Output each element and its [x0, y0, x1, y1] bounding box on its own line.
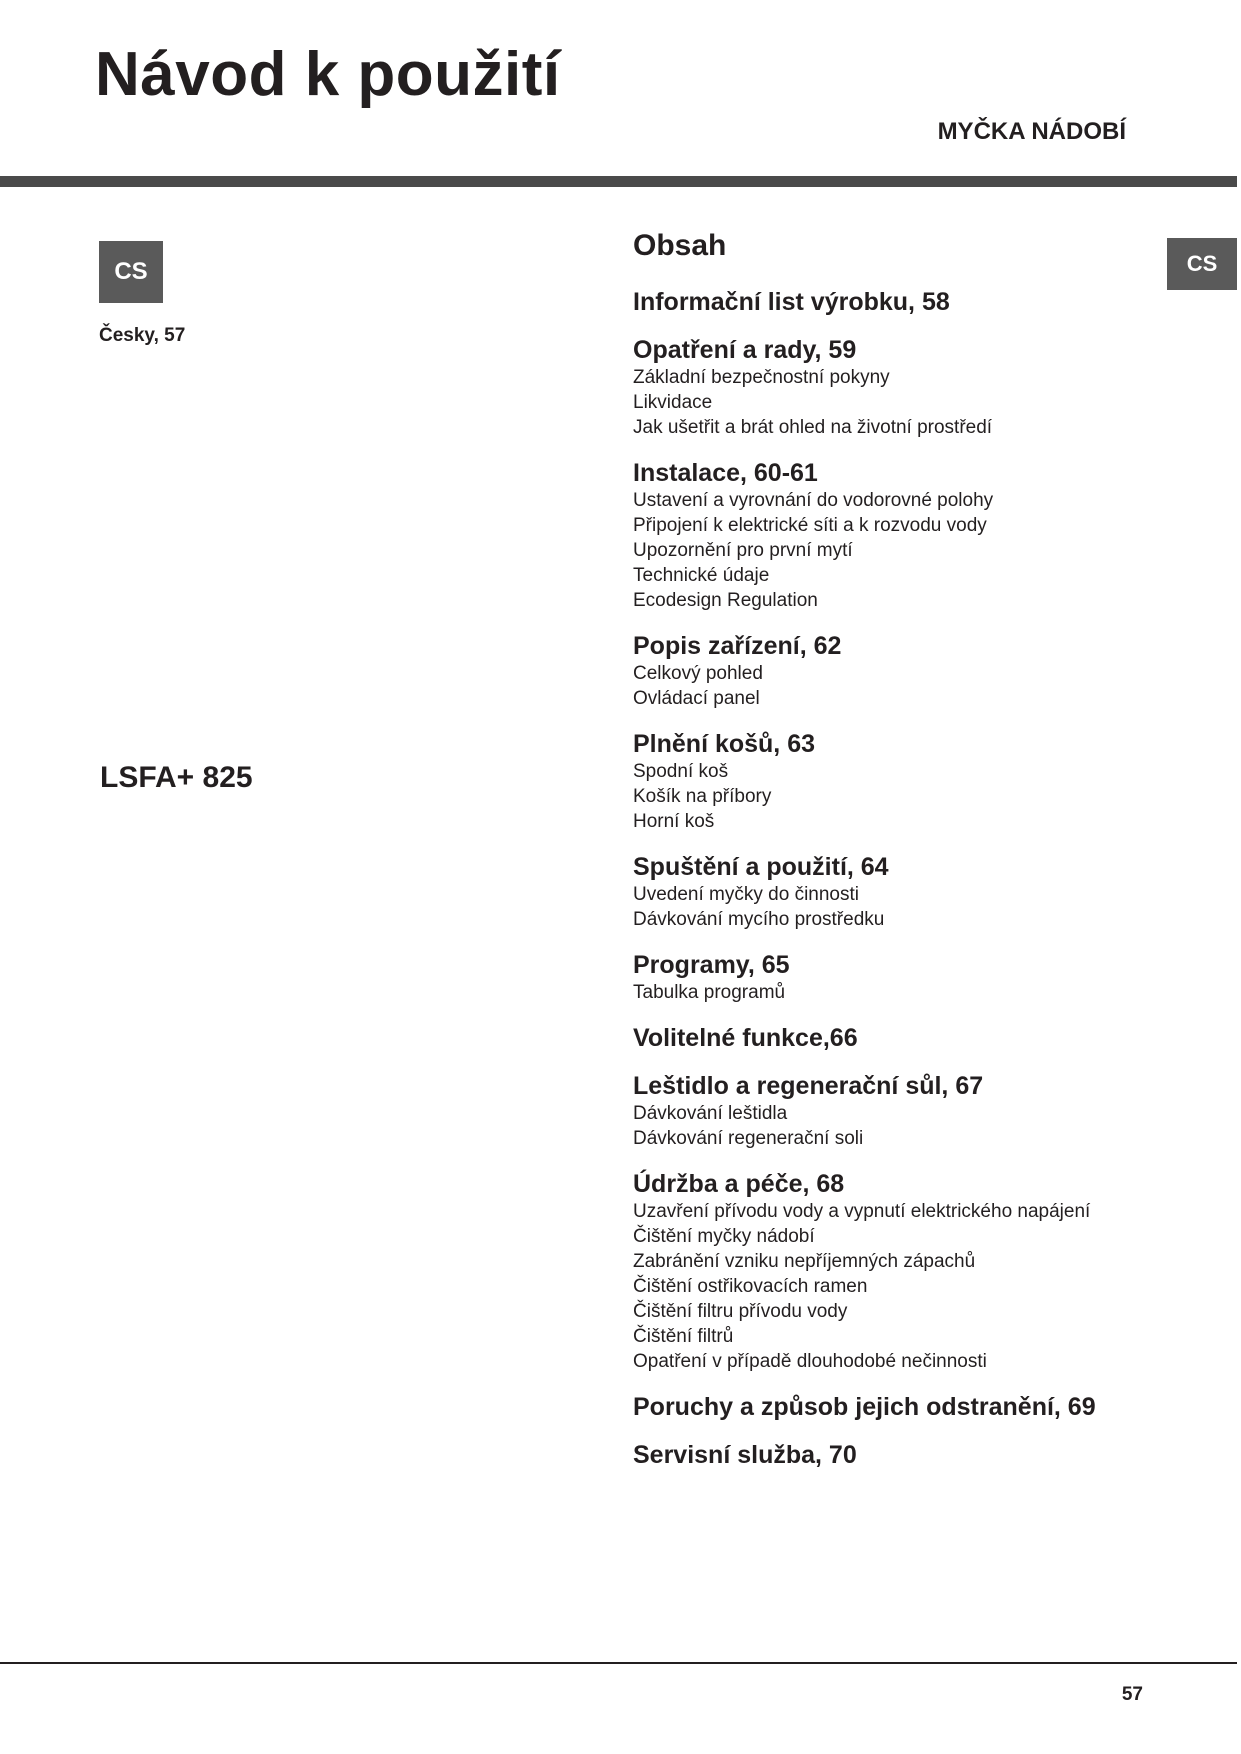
- toc-subitem: Uvedení myčky do činnosti: [633, 884, 859, 905]
- toc-subitem: Dávkování leštidla: [633, 1103, 788, 1124]
- language-badge: CS: [99, 241, 163, 303]
- toc-section-list: [633, 287, 1193, 1470]
- toc-section: [633, 1440, 1193, 1470]
- language-side-tab: CS: [1167, 238, 1237, 290]
- header-divider: [0, 176, 1237, 187]
- toc-section-title: Spuštění a použití, 64: [633, 853, 889, 881]
- product-type-label: MYČKA NÁDOBÍ: [937, 118, 1126, 145]
- toc-section: [633, 631, 1193, 711]
- table-of-contents: [633, 228, 1193, 1488]
- toc-subitem: Čištění filtrů: [633, 1326, 734, 1347]
- model-name: LSFA+ 825: [100, 761, 253, 794]
- toc-subitem-list: [633, 1199, 1193, 1374]
- toc-section: [633, 287, 1193, 317]
- toc-subitem: Horní koš: [633, 811, 715, 832]
- toc-subitem-list: [633, 365, 1193, 440]
- toc-subitem: Dávkování regenerační soli: [633, 1128, 864, 1149]
- toc-section: [633, 1169, 1193, 1374]
- toc-subitem: Ovládací panel: [633, 688, 760, 709]
- toc-subitem: Zabránění vzniku nepříjemných zápachů: [633, 1251, 976, 1272]
- toc-section-title: Popis zařízení, 62: [633, 632, 842, 660]
- language-page-reference: Česky, 57: [99, 325, 186, 346]
- toc-section-title: Instalace, 60-61: [633, 459, 818, 487]
- toc-section-title: Opatření a rady, 59: [633, 336, 857, 364]
- toc-subitem: Jak ušetřit a brát ohled na životní prostředí: [633, 417, 993, 438]
- toc-section-title: Údržba a péče, 68: [633, 1170, 845, 1198]
- toc-section-title: Volitelné funkce,66: [633, 1024, 858, 1052]
- toc-subitem-list: [633, 661, 1193, 711]
- toc-section: [633, 729, 1193, 834]
- toc-section-title: Programy, 65: [633, 951, 790, 979]
- page-title: Návod k použití: [95, 40, 561, 109]
- toc-section: [633, 852, 1193, 932]
- toc-section: [633, 950, 1193, 1005]
- page-number: 57: [1121, 1684, 1143, 1705]
- toc-subitem: Čištění ostřikovacích ramen: [633, 1276, 868, 1297]
- toc-section: [633, 1071, 1193, 1151]
- toc-subitem: Připojení k elektrické síti a k rozvodu vody: [633, 515, 987, 536]
- toc-subitem: Opatření v případě dlouhodobé nečinnosti: [633, 1351, 987, 1372]
- toc-subitem: Celkový pohled: [633, 663, 763, 684]
- toc-subitem: Uzavření přívodu vody a vypnutí elektrického napájení: [633, 1201, 1091, 1222]
- toc-subitem-list: [633, 488, 1193, 613]
- toc-subitem-list: [633, 759, 1193, 834]
- toc-subitem: Ecodesign Regulation: [633, 590, 818, 611]
- toc-subitem: Ustavení a vyrovnání do vodorovné polohy: [633, 490, 994, 511]
- footer-divider: [0, 1662, 1237, 1664]
- toc-subitem: Čištění filtru přívodu vody: [633, 1301, 848, 1322]
- toc-section-title: Plnění košů, 63: [633, 730, 816, 758]
- toc-subitem: Košík na příbory: [633, 786, 772, 807]
- toc-subitem: Spodní koš: [633, 761, 729, 782]
- toc-subitem-list: [633, 1101, 1193, 1151]
- toc-subitem: Základní bezpečnostní pokyny: [633, 367, 890, 388]
- toc-subitem: Technické údaje: [633, 565, 770, 586]
- toc-section: [633, 458, 1193, 613]
- toc-subitem: Čištění myčky nádobí: [633, 1226, 815, 1247]
- toc-subitem: Upozornění pro první mytí: [633, 540, 853, 561]
- toc-section-title: Informační list výrobku, 58: [633, 288, 950, 316]
- toc-heading: Obsah: [633, 229, 727, 262]
- toc-subitem: Likvidace: [633, 392, 713, 413]
- toc-section: [633, 1392, 1193, 1422]
- toc-section: [633, 1023, 1193, 1053]
- toc-section: [633, 335, 1193, 440]
- toc-subitem-list: [633, 882, 1193, 932]
- toc-subitem-list: [633, 980, 1193, 1005]
- toc-section-title: Poruchy a způsob jejich odstranění, 69: [633, 1393, 1096, 1421]
- toc-subitem: Dávkování mycího prostředku: [633, 909, 885, 930]
- toc-section-title: Servisní služba, 70: [633, 1441, 857, 1469]
- toc-subitem: Tabulka programů: [633, 982, 786, 1003]
- toc-section-title: Leštidlo a regenerační sůl, 67: [633, 1072, 984, 1100]
